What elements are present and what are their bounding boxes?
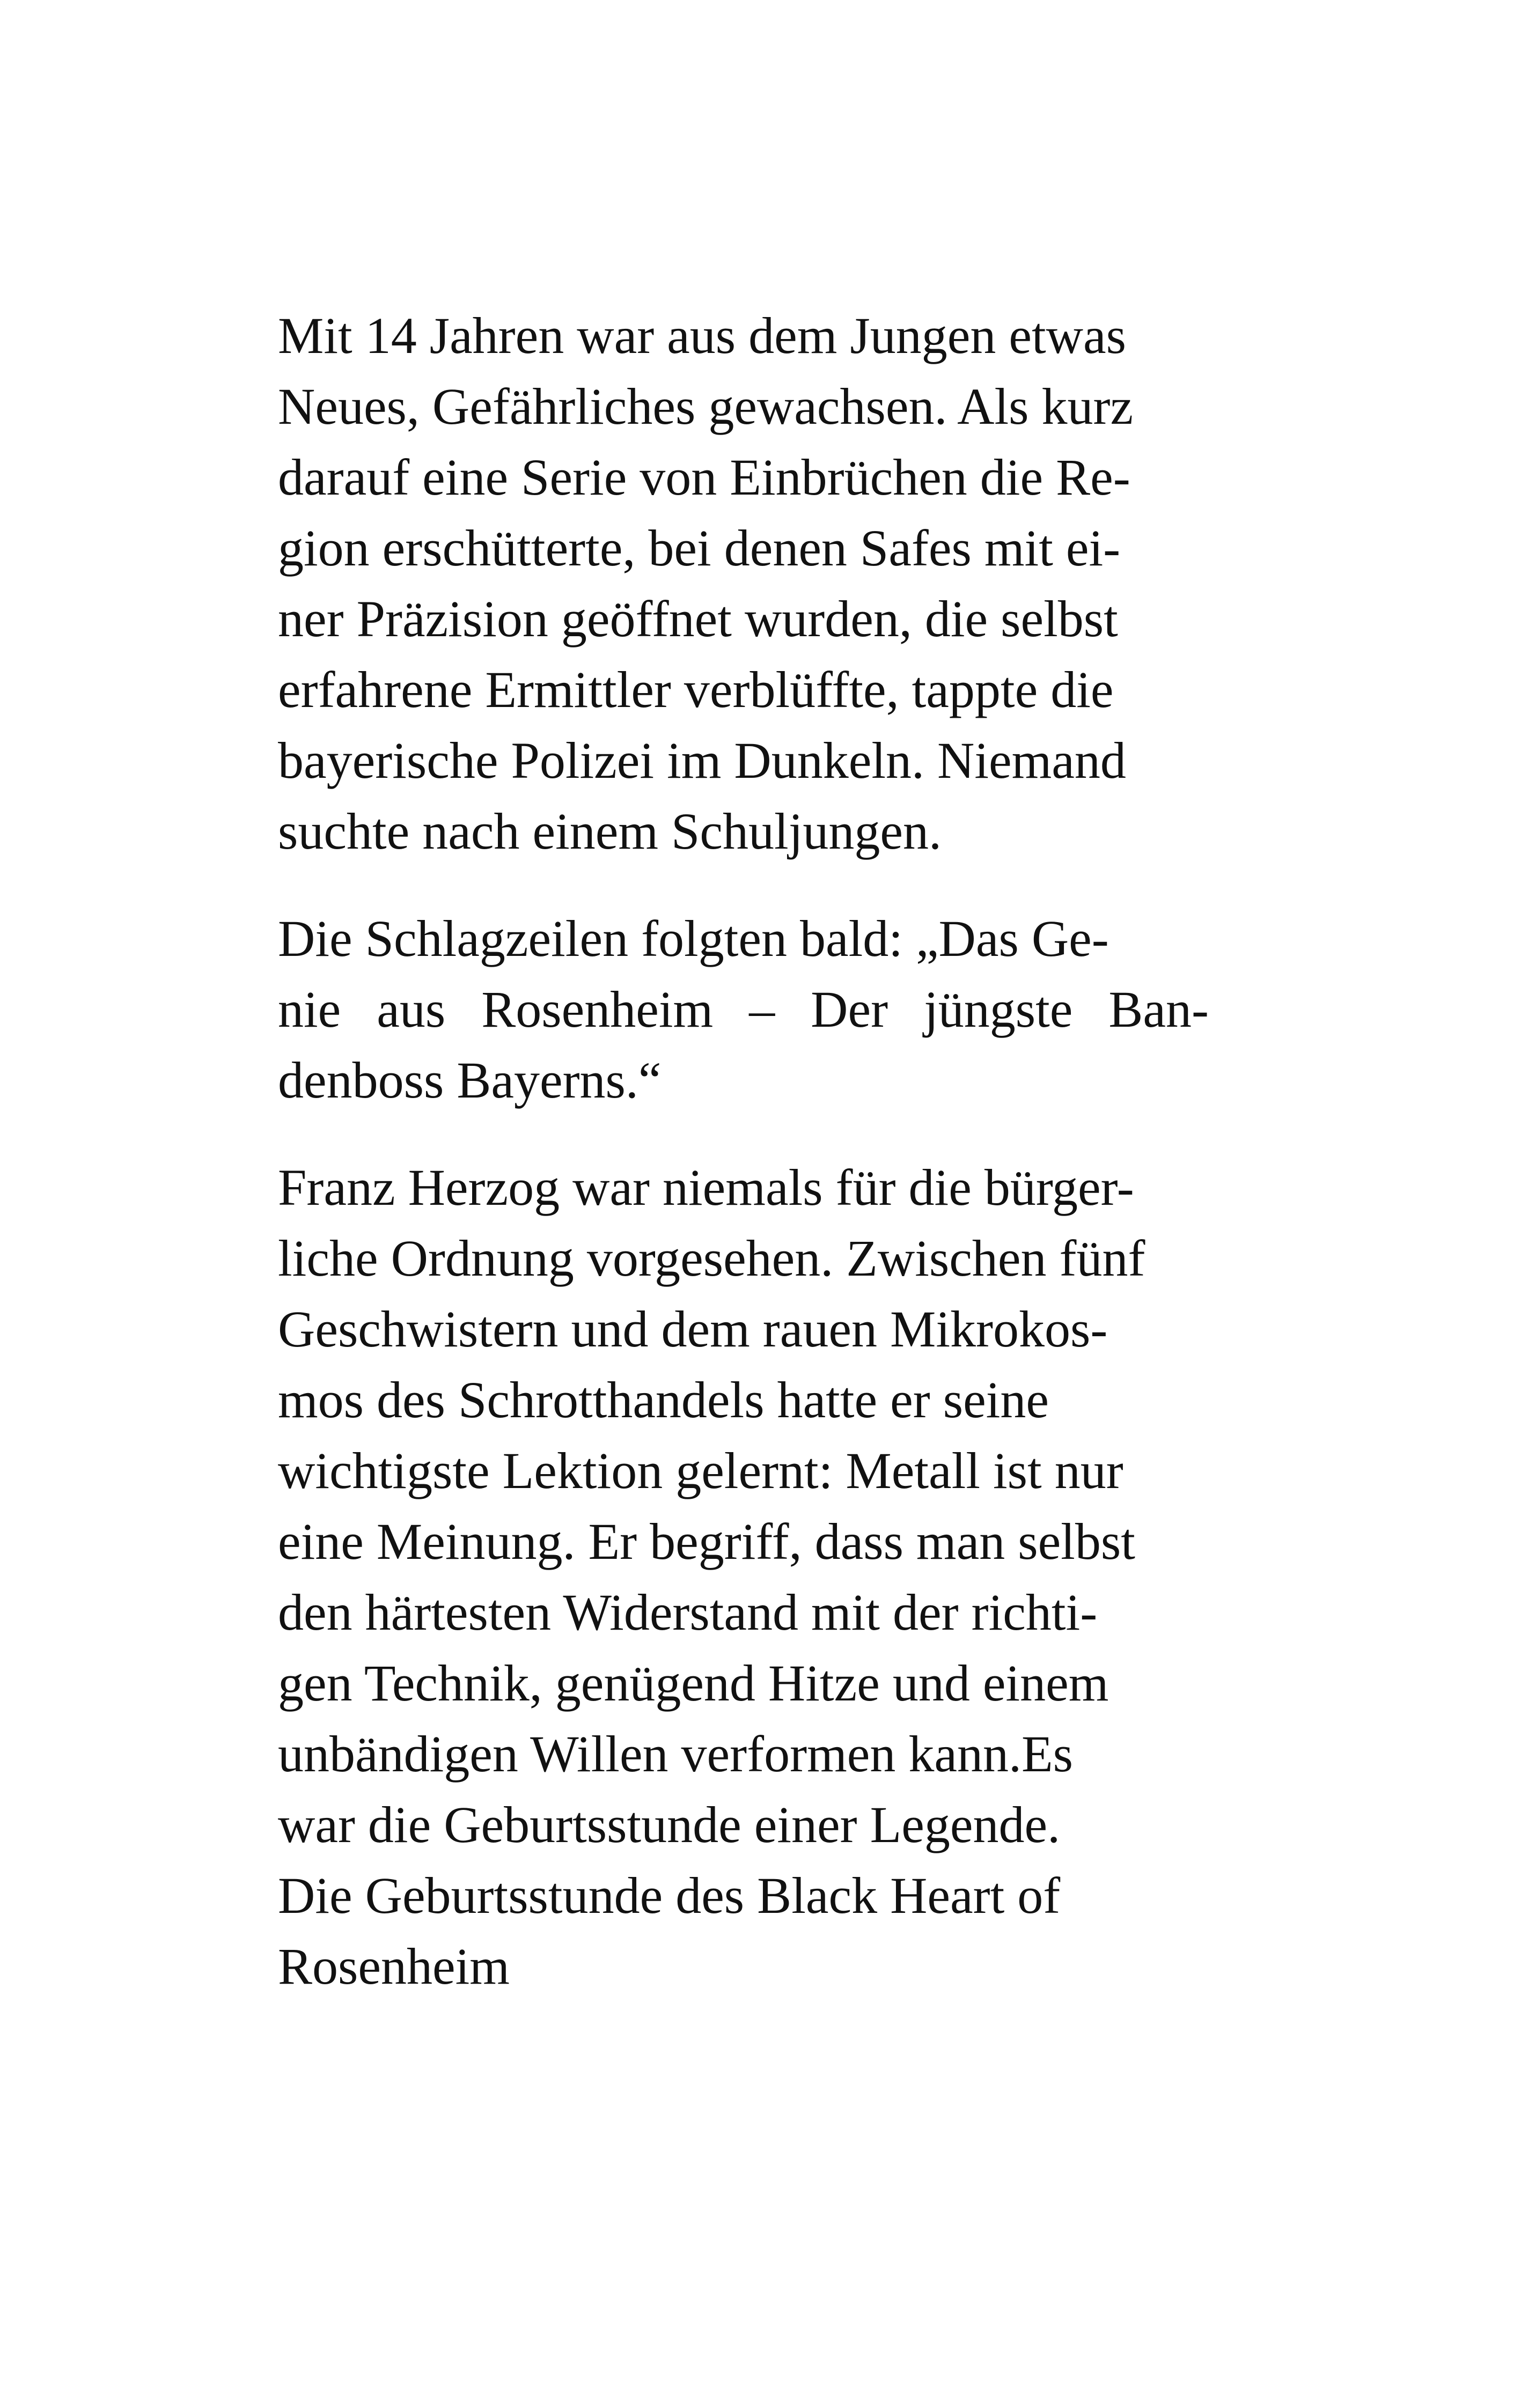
paragraph-1 xyxy=(278,300,1244,867)
body-text xyxy=(278,300,1244,2002)
text-line: nie aus Rosenheim – Der jüngste Ban- xyxy=(278,981,1209,1038)
text-line: denboss Bayerns.“ xyxy=(278,1051,662,1109)
text-line: eine Meinung. Er begriff, dass man selbst xyxy=(278,1513,1135,1570)
text-line: war die Geburtsstunde einer Legende. xyxy=(278,1796,1061,1853)
text-line: Mit 14 Jahren war aus dem Jungen etwas xyxy=(278,307,1126,364)
text-line: Die Schlagzeilen folgten bald: „Das Ge- xyxy=(278,910,1109,967)
paragraph-3 xyxy=(278,1152,1244,2002)
text-line: darauf eine Serie von Einbrüchen die Re- xyxy=(278,448,1130,506)
text-line: Die Geburtsstunde des Black Heart of xyxy=(278,1867,1061,1924)
text-line: gen Technik, genügend Hitze und einem xyxy=(278,1654,1109,1712)
paragraph-2 xyxy=(278,903,1244,1116)
text-line: den härtesten Widerstand mit der richti- xyxy=(278,1584,1098,1641)
text-line: erfahrene Ermittler verblüffte, tappte die xyxy=(278,661,1114,718)
paragraph-spacer xyxy=(278,1116,1244,1152)
text-line: mos des Schrotthandels hatte er seine xyxy=(278,1371,1049,1428)
text-line: unbändigen Willen verformen kann.Es xyxy=(278,1725,1073,1783)
text-line: Rosenheim xyxy=(278,1938,510,1995)
text-line: Neues, Gefährliches gewachsen. Als kurz xyxy=(278,378,1134,435)
text-line: wichtigste Lektion gelernt: Metall ist nur xyxy=(278,1442,1123,1499)
text-line: Franz Herzog war niemals für die bürger- xyxy=(278,1159,1134,1216)
text-line: Geschwistern und dem rauen Mikrokos- xyxy=(278,1300,1108,1358)
text-line: ner Präzision geöffnet wurden, die selbst xyxy=(278,590,1118,647)
text-line: bayerische Polizei im Dunkeln. Niemand xyxy=(278,732,1126,789)
text-line: liche Ordnung vorgesehen. Zwischen fünf xyxy=(278,1229,1145,1287)
paragraph-spacer xyxy=(278,867,1244,903)
text-line: gion erschütterte, bei denen Safes mit ei- xyxy=(278,519,1121,577)
text-line: suchte nach einem Schuljungen. xyxy=(278,802,942,860)
